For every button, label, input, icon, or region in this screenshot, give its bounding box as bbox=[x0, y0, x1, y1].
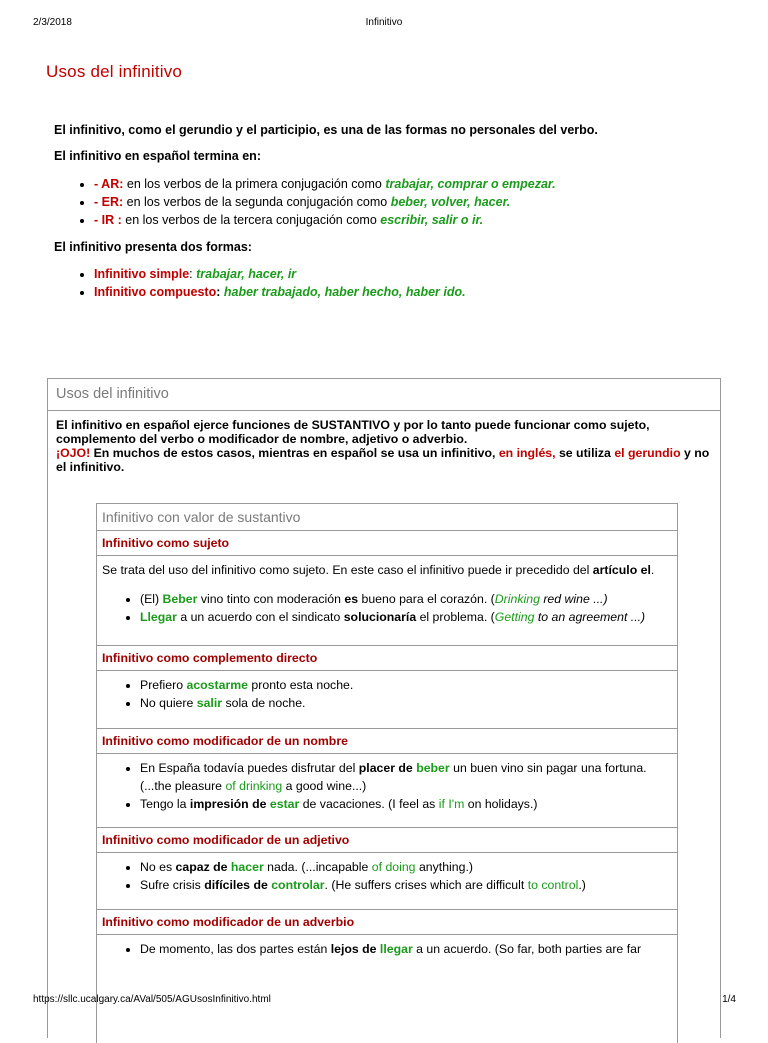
nombre-examples bbox=[102, 759, 671, 813]
usos-heading: Usos del infinitivo bbox=[48, 379, 720, 411]
intro-paragraph-1: El infinitivo, como el gerundio y el participio, es una de las formas no personales del verbo. bbox=[54, 123, 598, 137]
section-body-modificador-nombre bbox=[97, 754, 677, 828]
list-item: • Infinitivo compuesto: haber trabajado, haber hecho, haber ido. bbox=[94, 283, 734, 301]
sujeto-examples bbox=[102, 590, 671, 626]
section-title-modificador-adjetivo: Infinitivo como modificador de un adjetivo bbox=[97, 828, 677, 853]
intro-section bbox=[54, 123, 734, 301]
list-item: • (El) Beber vino tinto con moderación es bueno para el corazón. (Drinking red wine ...) bbox=[140, 590, 671, 608]
endings-list bbox=[54, 175, 734, 229]
usos-description: El infinitivo en español ejerce funciones de SUSTANTIVO y por lo tanto puede funcionar como sujeto, complemento del verbo o modificador de nombre, adjetivo o adverbio. ¡OJO! En muchos de estos casos, mientras en español se usa un infinitivo, en inglés, se utiliza el gerundio y no el infinitivo. bbox=[56, 418, 710, 474]
list-item: • Tengo la impresión de estar de vacaciones. (I feel as if I'm on holidays.) bbox=[140, 795, 671, 813]
list-item: • - AR: en los verbos de la primera conjugación como trabajar, comprar o empezar. bbox=[94, 175, 734, 193]
forms-list bbox=[54, 265, 734, 301]
print-url: https://sllc.ucalgary.ca/AVal/505/AGUsosInfinitivo.html bbox=[33, 994, 271, 1005]
section-title-modificador-adverbio: Infinitivo como modificador de un adverbio bbox=[97, 910, 677, 935]
sustantivo-heading: Infinitivo con valor de sustantivo bbox=[97, 504, 677, 531]
list-item: • De momento, las dos partes están lejos de llegar a un acuerdo. (So far, both parties are far bbox=[140, 940, 671, 958]
list-item: • Infinitivo simple: trabajar, hacer, ir bbox=[94, 265, 734, 283]
sujeto-description: Se trata del uso del infinitivo como sujeto. En este caso el infinitivo puede ir precedido del artículo el. bbox=[102, 563, 655, 577]
cd-examples bbox=[102, 676, 671, 712]
list-item: • Prefiero acostarme pronto esta noche. bbox=[140, 676, 671, 694]
intro-paragraph-3: El infinitivo presenta dos formas: bbox=[54, 240, 252, 254]
usos-table bbox=[47, 378, 721, 1038]
list-item: • Llegar a un acuerdo con el sindicato solucionaría el problema. (Getting to an agreement ...) bbox=[140, 608, 671, 626]
adjetivo-examples bbox=[102, 858, 671, 894]
list-item: • En España todavía puedes disfrutar del placer de beber un buen vino sin pagar una fortuna. (...the pleasure of drinking a good wine...) bbox=[140, 759, 671, 795]
list-item: • Sufre crisis difíciles de controlar. (He suffers crises which are difficult to control.) bbox=[140, 876, 671, 894]
section-body-modificador-adjetivo bbox=[97, 853, 677, 910]
section-title-complemento-directo: Infinitivo como complemento directo bbox=[97, 646, 677, 671]
page-title: Usos del infinitivo bbox=[46, 62, 183, 81]
list-item: • - IR : en los verbos de la tercera conjugación como escribir, salir o ir. bbox=[94, 211, 734, 229]
section-title-sujeto: Infinitivo como sujeto bbox=[97, 531, 677, 556]
list-item: • No es capaz de hacer nada. (...incapable of doing anything.) bbox=[140, 858, 671, 876]
page-number: 1/4 bbox=[722, 994, 736, 1005]
adverbio-examples bbox=[102, 940, 671, 958]
list-item: • No quiere salir sola de noche. bbox=[140, 694, 671, 712]
section-title-modificador-nombre: Infinitivo como modificador de un nombre bbox=[97, 729, 677, 754]
list-item: • - ER: en los verbos de la segunda conjugación como beber, volver, hacer. bbox=[94, 193, 734, 211]
print-date: 2/3/2018 bbox=[33, 17, 72, 28]
section-body-sujeto bbox=[97, 556, 677, 646]
section-body-modificador-adverbio bbox=[97, 935, 677, 995]
intro-paragraph-2: El infinitivo en español termina en: bbox=[54, 149, 261, 163]
section-body-complemento-directo bbox=[97, 671, 677, 729]
print-title: Infinitivo bbox=[365, 17, 403, 28]
sustantivo-table bbox=[96, 503, 678, 1043]
